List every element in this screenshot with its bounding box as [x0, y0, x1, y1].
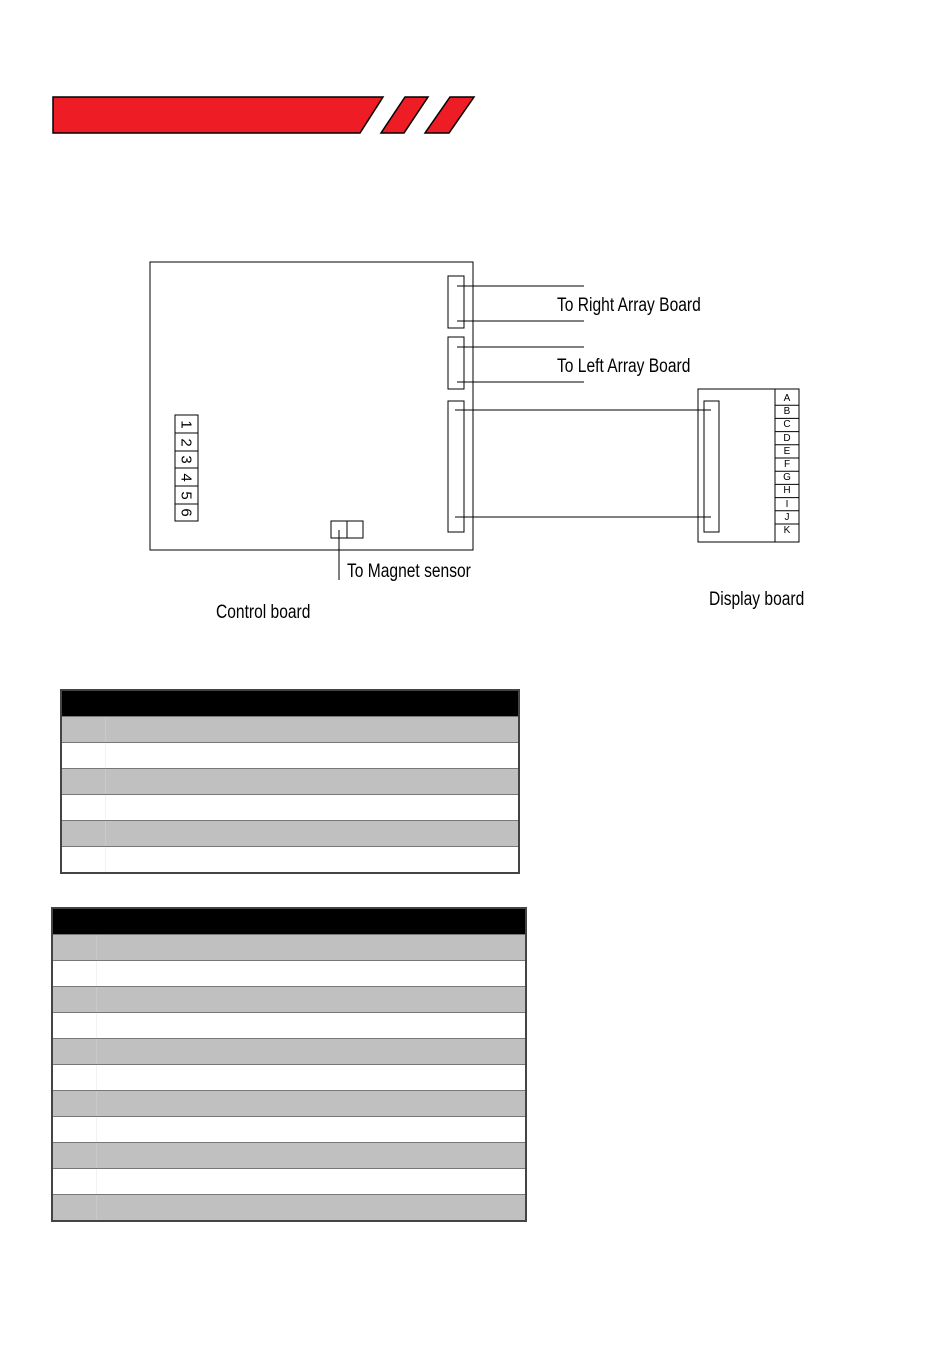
left-array-label: To Left Array Board — [557, 356, 691, 377]
pin-number-6: 6 — [177, 508, 195, 517]
table-cell — [105, 769, 387, 795]
table-cell — [105, 847, 387, 874]
wiring-diagram — [0, 0, 950, 660]
display-pin-letter: I — [785, 498, 789, 510]
table-cell — [380, 1091, 526, 1117]
table-cell — [52, 1091, 96, 1117]
table-row — [52, 1195, 526, 1222]
right-array-label: To Right Array Board — [557, 295, 701, 316]
display-pin-letter: E — [783, 445, 791, 457]
table-cell — [96, 1013, 380, 1039]
table-cell — [105, 795, 387, 821]
table-cell — [52, 1169, 96, 1195]
table-cell — [387, 717, 519, 743]
table-header-cell — [52, 908, 96, 935]
table-cell — [380, 1039, 526, 1065]
table-cell — [61, 717, 105, 743]
display-pin-letter: B — [783, 406, 791, 418]
pin-number-3: 3 — [177, 455, 195, 464]
pin-number-5: 5 — [177, 491, 195, 500]
display-pin-letter: A — [783, 393, 791, 404]
table-row — [61, 743, 519, 769]
display-pin-letter: J — [784, 511, 790, 523]
table-cell — [380, 1143, 526, 1169]
table-row — [52, 1039, 526, 1065]
table-cell — [96, 1039, 380, 1065]
table-cell — [387, 743, 519, 769]
table-row — [61, 847, 519, 874]
table-cell — [61, 847, 105, 874]
pin-number-2: 2 — [177, 438, 195, 447]
table-row — [52, 1091, 526, 1117]
table-cell — [380, 961, 526, 987]
table-header-cell — [96, 908, 380, 935]
table-cell — [96, 1169, 380, 1195]
table-cell — [52, 935, 96, 961]
table-row — [52, 1065, 526, 1091]
table-cell — [380, 1195, 526, 1222]
table-cell — [52, 1117, 96, 1143]
table-row — [52, 935, 526, 961]
display-pin-letter: F — [783, 459, 791, 470]
table-cell — [105, 821, 387, 847]
table-cell — [96, 1065, 380, 1091]
table-row — [52, 987, 526, 1013]
table-cell — [52, 1039, 96, 1065]
table-header-cell — [61, 690, 105, 717]
table-cell — [96, 1117, 380, 1143]
table-cell — [61, 821, 105, 847]
table-row — [61, 795, 519, 821]
table-cell — [52, 987, 96, 1013]
pin-number-1: 1 — [177, 420, 195, 429]
table-cell — [61, 769, 105, 795]
table-cell — [380, 935, 526, 961]
display-pin-letter: G — [783, 472, 791, 484]
table-cell — [96, 1195, 380, 1222]
table-header-cell — [387, 690, 519, 717]
table-cell — [52, 1143, 96, 1169]
table-cell — [387, 847, 519, 874]
magnet-sensor-label: To Magnet sensor — [347, 561, 471, 582]
table-cell — [105, 743, 387, 769]
display-connector — [448, 401, 464, 532]
pin-number-4: 4 — [177, 473, 195, 482]
table-header-cell — [105, 690, 387, 717]
table-cell — [380, 1169, 526, 1195]
display-pin-letter: K — [783, 525, 791, 536]
table-cell — [96, 961, 380, 987]
table-row — [52, 1013, 526, 1039]
table-cell — [52, 961, 96, 987]
table-cell — [380, 1013, 526, 1039]
table-cell — [105, 717, 387, 743]
control-board-label: Control board — [216, 602, 311, 623]
left-array-connector — [448, 337, 464, 389]
table-cell — [96, 1143, 380, 1169]
table-row — [52, 1117, 526, 1143]
display-pin-letter: H — [783, 485, 791, 497]
table-cell — [96, 1091, 380, 1117]
table-cell — [52, 1065, 96, 1091]
table-cell — [380, 987, 526, 1013]
table-header-row — [52, 908, 526, 935]
connector-table-1 — [60, 689, 520, 874]
table-row — [61, 821, 519, 847]
display-pin-letter: D — [783, 432, 791, 444]
table-header-cell — [380, 908, 526, 935]
table-cell — [52, 1013, 96, 1039]
table-cell — [96, 935, 380, 961]
right-array-connector — [448, 276, 464, 328]
table-row — [52, 1169, 526, 1195]
table-cell — [387, 769, 519, 795]
table-row — [61, 769, 519, 795]
display-pin-letter: C — [783, 419, 791, 431]
table-cell — [387, 821, 519, 847]
connector-table-2 — [51, 907, 527, 1222]
table-cell — [380, 1117, 526, 1143]
table-cell — [61, 795, 105, 821]
table-cell — [96, 987, 380, 1013]
table-row — [52, 961, 526, 987]
display-board-label: Display board — [709, 589, 805, 610]
table-row — [52, 1143, 526, 1169]
table-cell — [61, 743, 105, 769]
display-board-connector — [704, 401, 719, 532]
table-cell — [380, 1065, 526, 1091]
table-cell — [52, 1195, 96, 1222]
table-row — [61, 717, 519, 743]
table-header-row — [61, 690, 519, 717]
table-cell — [387, 795, 519, 821]
